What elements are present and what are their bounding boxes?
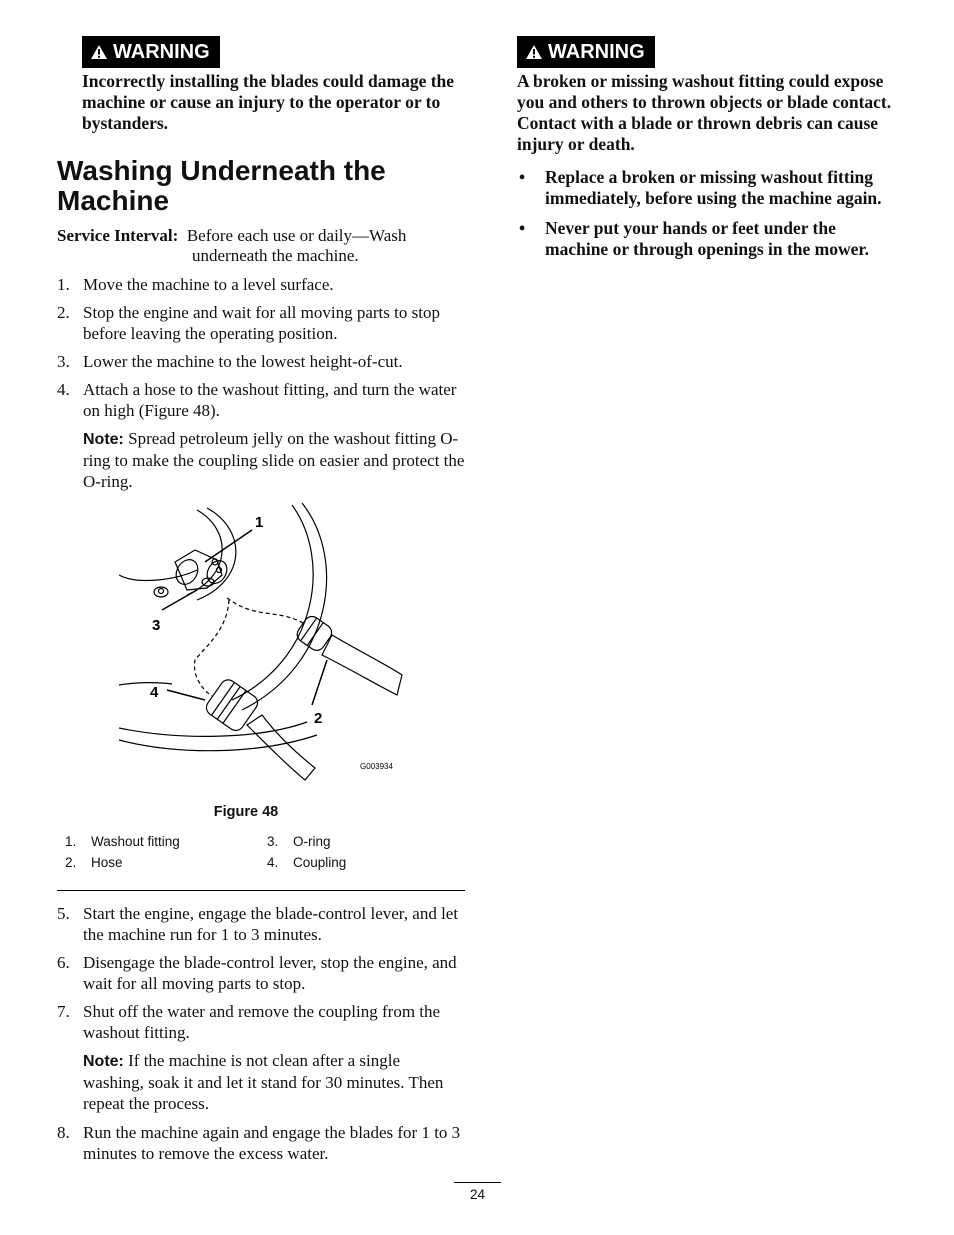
bullet-dot: • (519, 218, 526, 238)
note-label: Note: (83, 1053, 124, 1070)
step-number: 8. (57, 1123, 70, 1142)
legend-text: O-ring (293, 834, 331, 849)
figure-divider (57, 890, 465, 891)
legend-text: Hose (91, 855, 123, 870)
legend-number: 3. (267, 834, 279, 849)
warning-triangle-icon (90, 44, 108, 60)
step-number: 1. (57, 275, 70, 294)
step-4 (57, 379, 465, 421)
figure-legend (57, 834, 465, 870)
step-number: 5. (57, 904, 70, 923)
step-text: Move the machine to a level surface. (83, 275, 334, 294)
legend-number: 4. (267, 855, 279, 870)
section-title: Washing Underneath the Machine (57, 155, 386, 216)
note-label: Note: (83, 431, 124, 448)
step-number: 7. (57, 1002, 70, 1021)
warning-label: WARNING (548, 40, 645, 63)
legend-text: Washout fitting (91, 834, 180, 849)
step-8 (57, 1122, 465, 1164)
step-6 (57, 952, 465, 994)
step-text: Start the engine, engage the blade-control lever, and let the machine run for 1 to 3 minutes. (83, 904, 459, 944)
step-5 (57, 903, 465, 945)
step-7 (57, 1001, 465, 1043)
warning-text: Incorrectly installing the blades could damage the machine or cause an injury to the operator or to bystanders. (82, 71, 455, 133)
warning-triangle-icon (525, 44, 543, 60)
note-soak (83, 1050, 465, 1114)
step-number: 4. (57, 380, 70, 399)
bullet-item (517, 167, 902, 209)
callout-1: 1 (255, 514, 264, 531)
warning-badge (82, 36, 220, 68)
warning-bullets (517, 167, 902, 260)
callout-2: 2 (314, 710, 323, 727)
step-text: Attach a hose to the washout fitting, and turn the water on high (Figure 48). (83, 380, 457, 420)
bullet-item (517, 218, 902, 260)
callout-3: 3 (152, 617, 161, 634)
legend-item (65, 834, 267, 849)
step-number: 3. (57, 352, 70, 371)
bullet-dot: • (519, 167, 526, 187)
step-number: 6. (57, 953, 70, 972)
figure-48 (57, 500, 465, 800)
note-text: Spread petroleum jelly on the washout fitting O-ring to make the coupling slide on easier and protect the O-ring. (83, 429, 465, 491)
washout-illustration (57, 500, 465, 790)
legend-number: 1. (65, 834, 77, 849)
note-text: If the machine is not clean after a single washing, soak it and let it stand for 30 minutes. Then repeat the process. (83, 1051, 444, 1113)
step-text: Run the machine again and engage the blades for 1 to 3 minutes to remove the excess water. (83, 1123, 461, 1163)
step-text: Stop the engine and wait for all moving parts to stop before leaving the operating position. (83, 303, 440, 343)
legend-item (65, 855, 267, 870)
step-text: Lower the machine to the lowest height-of-cut. (83, 352, 403, 371)
legend-item (267, 855, 467, 870)
bullet-text: Never put your hands or feet under the machine or through openings in the mower. (545, 218, 869, 259)
bullet-text: Replace a broken or missing washout fitting immediately, before using the machine again. (545, 167, 882, 208)
page-number: 24 (454, 1182, 501, 1202)
step-number: 2. (57, 303, 70, 322)
service-interval-label: Service Interval: (57, 226, 179, 245)
legend-text: Coupling (293, 855, 347, 870)
step-1 (57, 274, 465, 295)
step-text: Shut off the water and remove the coupling from the washout fitting. (83, 1002, 441, 1042)
step-text: Disengage the blade-control lever, stop the engine, and wait for all moving parts to stop. (83, 953, 457, 993)
note-petroleum-jelly (83, 428, 465, 492)
warning-text: A broken or missing washout fitting could expose you and others to thrown objects or blade contact. Contact with a blade or thrown debris can cause injury or death. (517, 71, 892, 154)
service-interval-line2: underneath the machine. (192, 246, 359, 265)
step-2 (57, 302, 465, 344)
legend-item (267, 834, 467, 849)
figure-caption: Figure 48 (213, 804, 279, 820)
legend-number: 2. (65, 855, 77, 870)
service-interval-line1: Before each use or daily—Wash (186, 226, 407, 245)
right-column (517, 36, 902, 269)
figure-code: G003934 (360, 762, 393, 771)
callout-4: 4 (150, 684, 159, 701)
service-interval (57, 226, 465, 266)
left-column (57, 36, 465, 1171)
warning-label: WARNING (113, 40, 210, 63)
warning-badge (517, 36, 655, 68)
step-3 (57, 351, 465, 372)
